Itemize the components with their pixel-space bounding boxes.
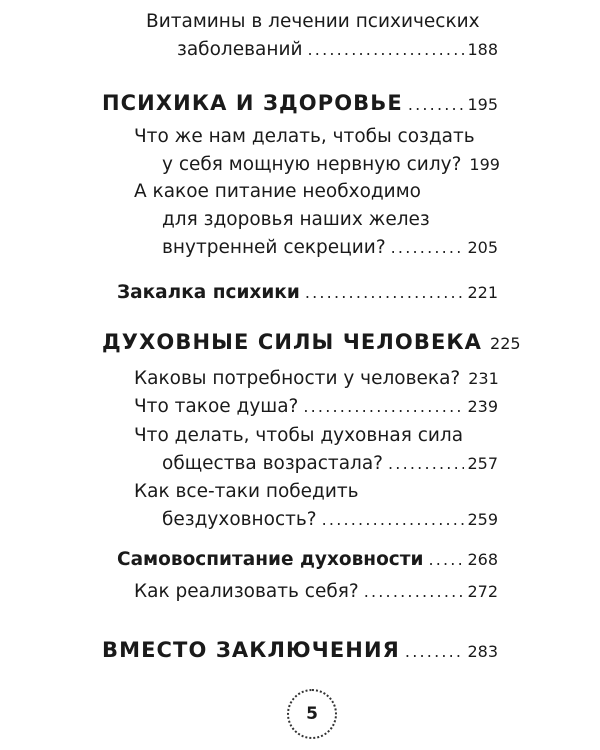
dot-leader	[308, 36, 465, 64]
toc-entry-vitamins-line1: Витамины в лечении психических	[146, 11, 480, 32]
toc-entry-title: общества возрастала?	[162, 453, 384, 474]
toc-subsection-title: Самовоспитание духовности	[117, 549, 424, 570]
toc-page-number: 239	[467, 397, 498, 416]
dot-leader	[391, 234, 465, 262]
toc-section-title: ДУХОВНЫЕ СИЛЫ ЧЕЛОВЕКА	[102, 330, 483, 354]
toc-section-psyche-health[interactable]	[102, 89, 498, 117]
toc-entry-nerve-force[interactable]	[162, 151, 498, 179]
toc-entry-human-needs[interactable]	[134, 365, 498, 393]
toc-entry-title: внутренней секреции?	[162, 237, 386, 258]
toc-entry-glands-line2: для здоровья наших желез	[162, 209, 430, 230]
toc-subsection-psyche-hardening[interactable]	[117, 279, 498, 307]
toc-entry-title: бездуховность?	[162, 509, 317, 530]
toc-entry-society-spirit-line1: Что делать, чтобы духовная сила	[134, 425, 464, 446]
dot-leader	[303, 393, 464, 421]
toc-entry-self-realization[interactable]	[134, 578, 498, 606]
dot-leader	[388, 450, 464, 478]
toc-page-number: 225	[490, 334, 521, 353]
dot-leader	[322, 506, 465, 534]
toc-page-number: 283	[467, 642, 498, 661]
toc-page-number: 195	[467, 95, 498, 114]
toc-entry-nerve-force-line1: Что же нам делать, чтобы создать	[134, 126, 475, 147]
toc-section-title: ПСИХИКА И ЗДОРОВЬЕ	[102, 91, 403, 115]
dot-leader	[428, 546, 464, 574]
toc-entry-soullessness[interactable]	[162, 506, 498, 534]
toc-section-title: ВМЕСТО ЗАКЛЮЧЕНИЯ	[102, 638, 400, 662]
dot-leader	[305, 279, 465, 307]
toc-page-number: 221	[467, 283, 498, 302]
toc-page-number: 188	[467, 40, 498, 59]
toc-page-number: 272	[467, 582, 498, 601]
toc-entry-title: заболеваний	[177, 39, 303, 60]
toc-entry-glands-line1: А какое питание необходимо	[134, 181, 421, 202]
toc-entry-title: Каковы потребности у человека?	[134, 368, 461, 389]
toc-page-number: 231	[468, 369, 499, 388]
toc-subsection-title: Закалка психики	[117, 282, 300, 303]
toc-entry-title: Как реализовать себя?	[134, 581, 359, 602]
toc-entry-society-spirit[interactable]	[162, 450, 498, 478]
toc-entry-soullessness-line1: Как все-таки победить	[134, 481, 359, 502]
dot-leader	[405, 638, 465, 666]
toc-page-number: 268	[467, 550, 498, 569]
page-number-badge: 5	[287, 689, 337, 739]
toc-section-conclusion[interactable]	[102, 636, 498, 664]
dot-leader	[408, 91, 465, 119]
toc-entry-vitamins[interactable]	[177, 36, 498, 64]
toc-entry-title: Что такое душа?	[134, 396, 299, 417]
toc-page-number: 259	[467, 510, 498, 529]
toc-entry-soul[interactable]	[134, 393, 498, 421]
toc-entry-glands[interactable]	[162, 234, 498, 262]
dot-leader	[364, 578, 465, 606]
toc-subsection-self-education[interactable]	[117, 546, 498, 574]
toc-page-number: 257	[467, 454, 498, 473]
toc-section-spiritual-forces[interactable]	[102, 328, 521, 356]
toc-entry-title: у себя мощную нервную силу?	[162, 154, 462, 175]
toc-page-number: 199	[469, 155, 500, 174]
toc-page-number: 205	[467, 238, 498, 257]
